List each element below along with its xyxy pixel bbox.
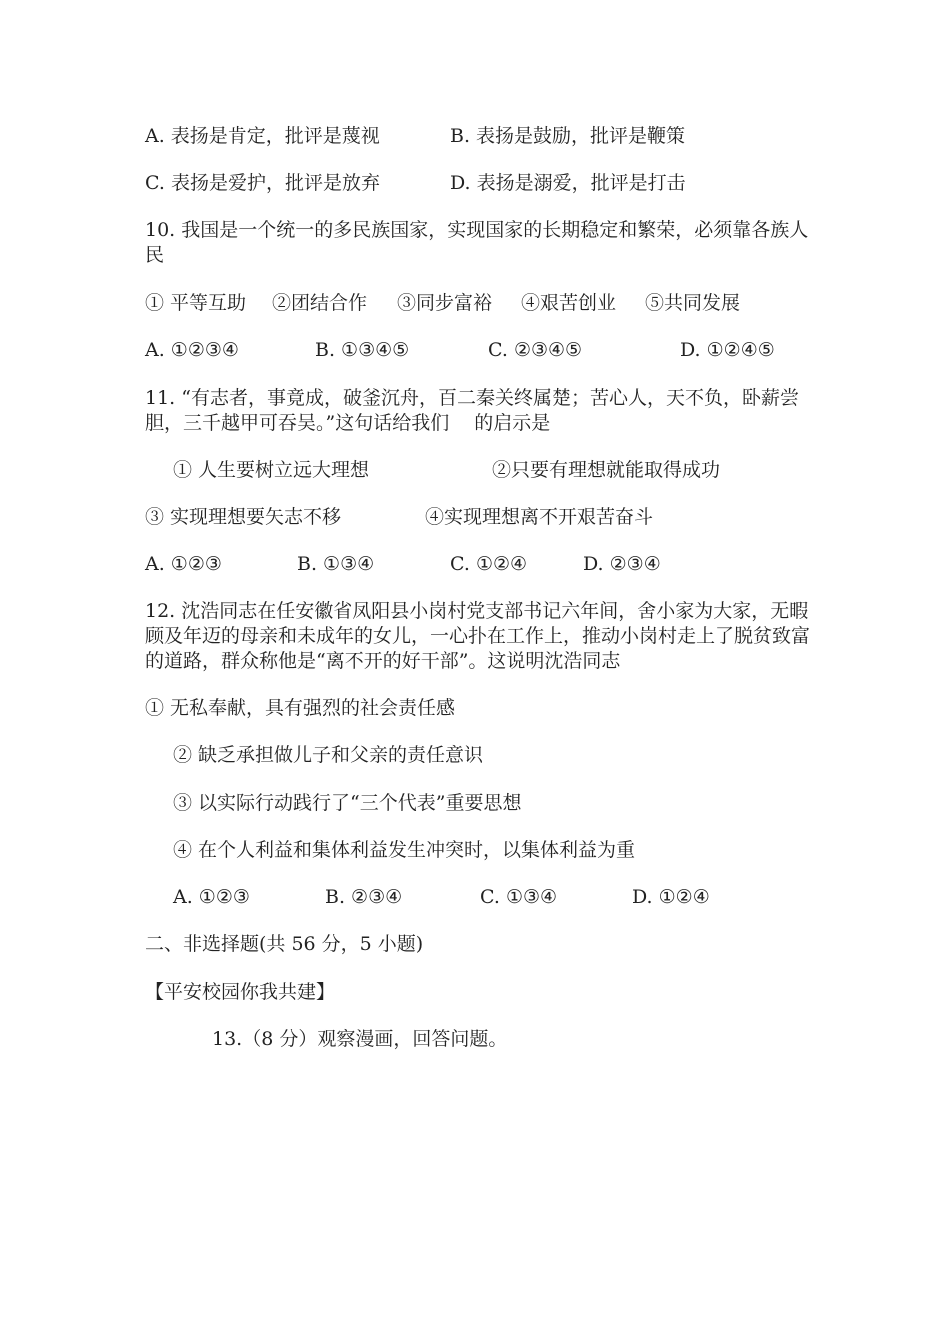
q10-item-2: ②团结合作 xyxy=(272,292,368,314)
q9-option-a: A. 表扬是肯定，批评是蔑视 xyxy=(145,125,380,147)
q10-option-d: D. ①②④⑤ xyxy=(680,339,775,361)
q12-option-c: C. ①③④ xyxy=(480,886,558,908)
q10-stem: 10. 我国是一个统一的多民族国家，实现国家的长期稳定和繁荣，必须靠各族人民 xyxy=(145,219,809,266)
q12-item-2: ② 缺乏承担做儿子和父亲的责任意识 xyxy=(173,744,484,766)
q11-option-a: A. ①②③ xyxy=(145,553,222,575)
q11-item-3: ③ 实现理想要矢志不移 xyxy=(145,506,342,528)
q12-item-1: ① 无私奉献，具有强烈的社会责任感 xyxy=(145,697,456,719)
q11-item-4: ④实现理想离不开艰苦奋斗 xyxy=(425,506,654,528)
q11-stem: 11. “有志者，事竟成，破釜沉舟，百二秦关终属楚；苦心人，天不负，卧薪尝胆，三千越甲可吞吴。”这句话给我们 的启示是 xyxy=(145,387,799,434)
q10-option-b: B. ①③④⑤ xyxy=(315,339,410,361)
q10-item-3: ③同步富裕 xyxy=(397,292,493,314)
q12-option-b: B. ②③④ xyxy=(325,886,403,908)
q10-item-4: ④艰苦创业 xyxy=(521,292,617,314)
q9-option-d: D. 表扬是溺爱，批评是打击 xyxy=(450,172,686,194)
q12-option-a: A. ①②③ xyxy=(173,886,250,908)
q9-option-b: B. 表扬是鼓励，批评是鞭策 xyxy=(450,125,686,147)
q11-option-d: D. ②③④ xyxy=(583,553,661,575)
q12-item-4: ④ 在个人利益和集体利益发生冲突时，以集体利益为重 xyxy=(173,839,636,861)
q12-option-d: D. ①②④ xyxy=(632,886,710,908)
section-theme: 【平安校园你我共建】 xyxy=(145,981,336,1003)
q11-item-2: ②只要有理想就能取得成功 xyxy=(492,459,721,481)
q11-option-b: B. ①③④ xyxy=(297,553,375,575)
q9-option-c: C. 表扬是爱护，批评是放弃 xyxy=(145,172,380,194)
section-heading: 二、非选择题(共 56 分，5 小题) xyxy=(145,933,424,955)
q10-option-c: C. ②③④⑤ xyxy=(488,339,583,361)
q12-stem: 12. 沈浩同志在任安徽省凤阳县小岗村党支部书记六年间，舍小家为大家，无暇顾及年迈的母亲和未成年的女儿，一心扑在工作上，推动小岗村走上了脱贫致富的道路，群众称他是“离不开的好干部”。这说明沈浩同志 xyxy=(145,600,811,672)
q11-item-1: ① 人生要树立远大理想 xyxy=(173,459,370,481)
q10-item-5: ⑤共同发展 xyxy=(645,292,741,314)
q10-option-a: A. ①②③④ xyxy=(145,339,239,361)
q12-item-3: ③ 以实际行动践行了“三个代表”重要思想 xyxy=(173,792,522,814)
q11-option-c: C. ①②④ xyxy=(450,553,528,575)
q10-item-1: ① 平等互助 xyxy=(145,292,247,314)
q13-stem: 13.（8 分）观察漫画，回答问题。 xyxy=(212,1028,508,1050)
